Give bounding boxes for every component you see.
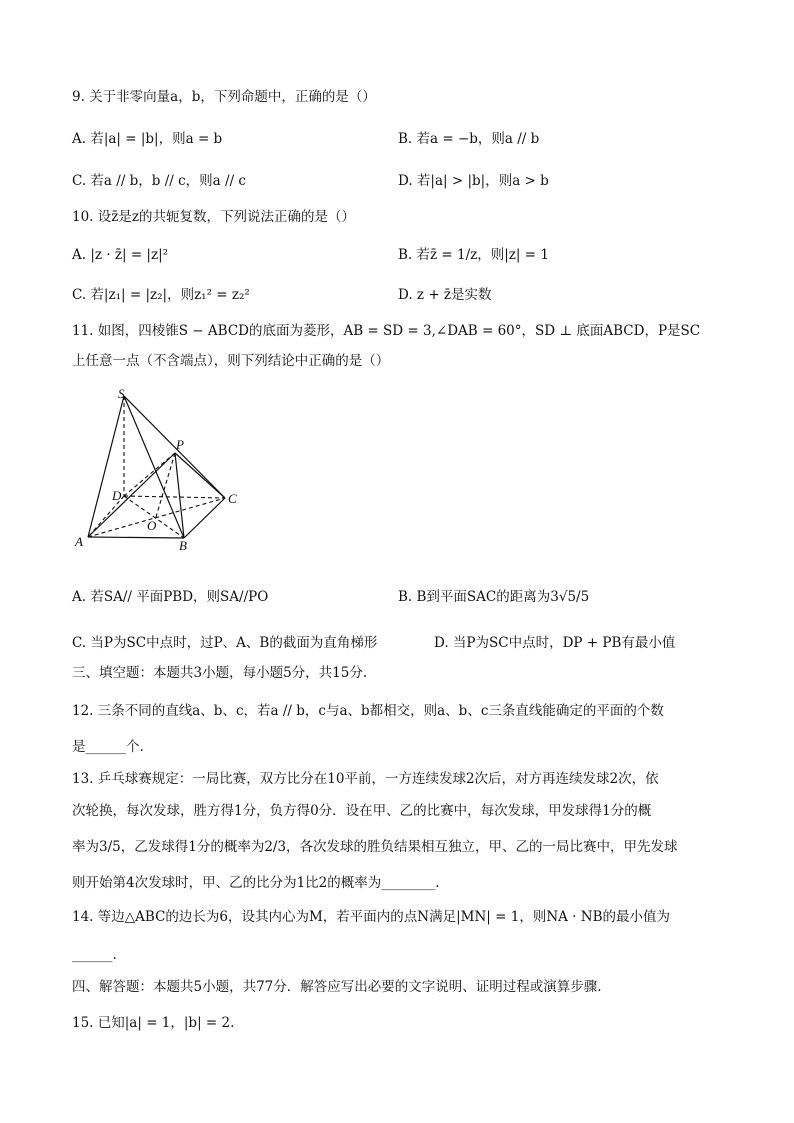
q11-stem-line2: 上任意一点（不含端点），则下列结论中正确的是（） <box>72 353 390 369</box>
q15-line1: 15. 已知|a| = 1，|b| = 2. <box>72 1015 235 1031</box>
q9-option-c: C. 若a // b，b // c，则a // c <box>72 173 246 189</box>
q14-line1: 14. 等边△ABC的边长为6，设其内心为M，若平面内的点N满足|MN| = 1，则NA · NB的最小值为 <box>72 909 671 925</box>
q11-option-a: A. 若SA// 平面PBD，则SA//PO <box>72 589 269 605</box>
label-C: C <box>228 491 237 506</box>
q10-option-b: B. 若z̄ = 1/z，则|z| = 1 <box>398 247 549 263</box>
label-O: O <box>147 518 157 533</box>
label-B: B <box>179 538 187 553</box>
section3-heading: 三、填空题：本题共3小题，每小题5分，共15分. <box>72 665 368 681</box>
label-D: D <box>112 488 122 503</box>
pyramid-figure <box>70 388 250 558</box>
section4-heading: 四、解答题：本题共5小题，共77分．解答应写出必要的文字说明、证明过程或演算步骤. <box>72 979 602 995</box>
q13-line2: 次轮换，每次发球，胜方得1分，负方得0分．设在甲、乙的比赛中，每次发球，甲发球得1分的概 <box>72 803 652 819</box>
q11-stem-line1: 11. 如图，四棱锥S − ABCD的底面为菱形，AB = SD = 3,∠DAB = 60°，SD ⊥ 底面ABCD，P是SC <box>72 323 701 339</box>
q10-option-c: C. 若|z₁| = |z₂|，则z₁² = z₂² <box>72 287 250 303</box>
label-A: A <box>75 534 83 549</box>
q13-line4: 则开始第4次发球时，甲、乙的比分为1比2的概率为________. <box>72 875 440 891</box>
q10-stem: 10. 设z̄是z的共轭复数，下列说法正确的是（） <box>72 209 355 225</box>
q12-line1: 12. 三条不同的直线a、b、c，若a // b，c与a、b都相交，则a、b、c三条直线能确定的平面的个数 <box>72 703 664 719</box>
q9-option-d: D. 若|a| > |b|，则a > b <box>398 173 549 189</box>
q10-option-d: D. z + z̄是实数 <box>398 287 492 303</box>
q13-line3: 率为3/5，乙发球得1分的概率为2/3，各次发球的胜负结果相互独立，甲、乙的一局比赛中，甲先发球 <box>72 839 678 855</box>
label-S: S <box>118 388 125 401</box>
q9-stem: 9. 关于非零向量a，b，下列命题中，正确的是（） <box>72 89 376 105</box>
q13-line1: 13. 乒乓球赛规定：一局比赛，双方比分在10平前，一方连续发球2次后，对方再连续发球2次，依 <box>72 771 659 787</box>
q11-option-b: B. B到平面SAC的距离为3√5/5 <box>398 589 590 605</box>
q11-option-c: C. 当P为SC中点时，过P、A、B的截面为直角梯形 <box>72 635 378 651</box>
q12-line2: 是______个. <box>72 739 144 755</box>
q9-option-a: A. 若|a| = |b|，则a = b <box>72 131 223 147</box>
q10-option-a: A. |z · z̄| = |z|² <box>72 247 169 263</box>
q14-line2: ______. <box>72 947 117 963</box>
q11-option-d: D. 当P为SC中点时，DP + PB有最小值 <box>434 635 676 651</box>
q9-option-b: B. 若a = −b，则a // b <box>398 131 540 147</box>
label-P: P <box>176 437 184 452</box>
